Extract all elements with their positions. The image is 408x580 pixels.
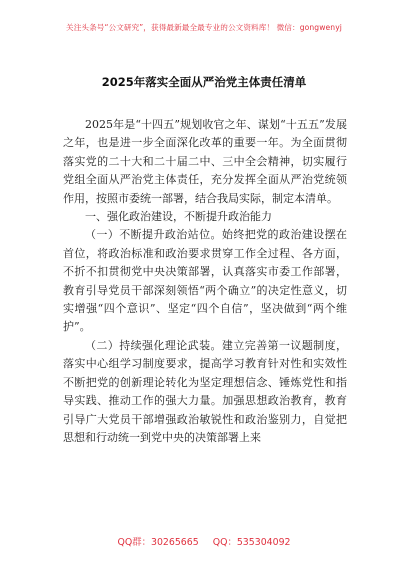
header-notice: 关注头条号“公文研究”，获得最新最全最专业的公文资料库！ 微信：gongwenyj (66, 23, 342, 32)
qq-text: QQ：535304092 (212, 537, 291, 548)
subsection-2: （二）持续强化理论武装。建立完善第一议题制度，落实中心组学习制度要求，提高学习教育针对性和实效性不断把党的创新理论转化为坚定理想信念、锤炼党性和指导实践、推动工作的强大力量。加强思想政治教育，教育引导广大党员干部增强政治敏锐性和政治鉴别力，自觉把思想和行动统一到党中央的决策部署上来 (63, 338, 347, 444)
footer-contact (0, 534, 408, 548)
qq-group-text: QQ群：30265665 (117, 537, 199, 548)
section-heading-1: 一、强化政治建设，不断提升政治能力 (85, 210, 272, 224)
subsection-1: （一）不断提升政治站位。始终把党的政治建设摆在首位，将政治标准和政治要求贯穿工作全过程、各方面，不折不扣贯彻党中央决策部署，认真落实市委工作部署，教育引导党员干部深刻领悟“两个确立”的决定性意义，切实增强“四个意识”、坚定“四个自信”，坚决做到“两个维护”。 (63, 228, 347, 334)
document-title: 2025年落实全面从严治党主体责任清单 (101, 75, 307, 89)
intro-paragraph: 2025年是“十四五”规划收官之年、谋划“十五五”发展之年，也是进一步全面深化改革的重要一年。为全面贯彻落实党的二十大和二十届二中、三中全会精神，切实履行党组全面从严治党主体责任，充分发挥全面从严治党统领作用，按照市委统一部署，结合我局实际，制定本清单。 (63, 118, 347, 205)
document-body (63, 116, 347, 447)
